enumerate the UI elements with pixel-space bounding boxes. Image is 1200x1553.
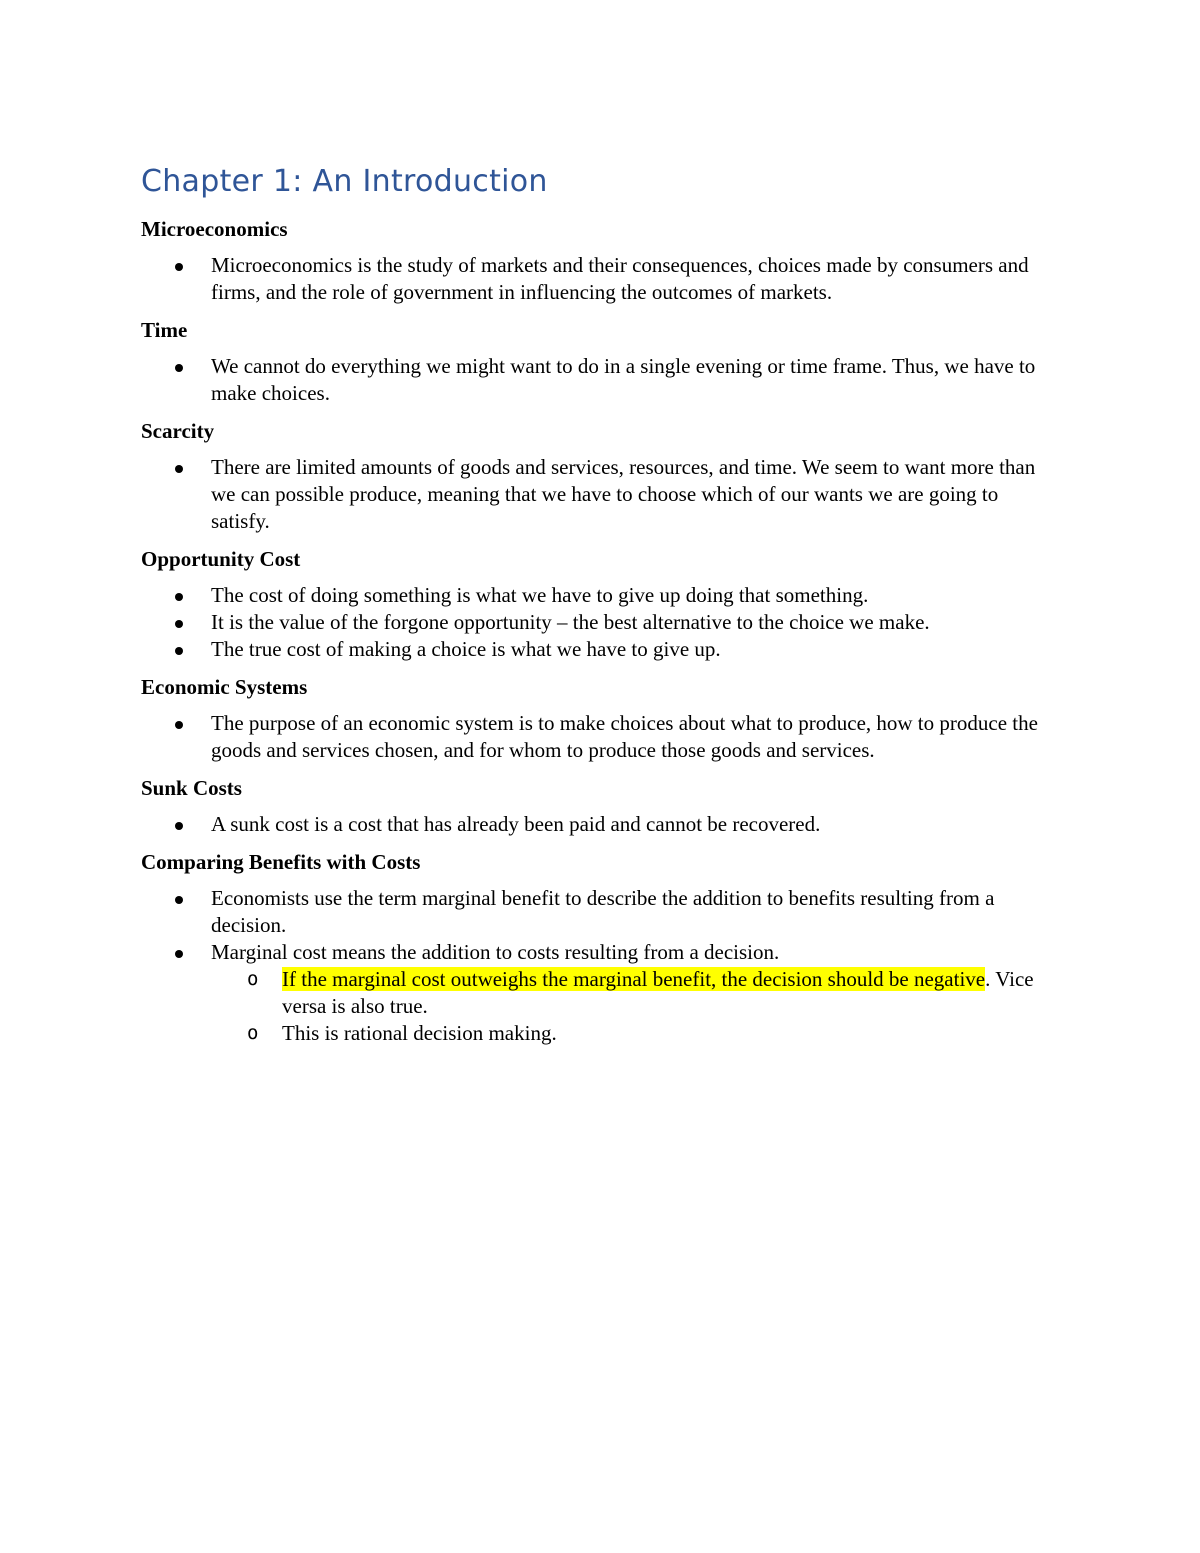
sub-bullet-list — [211, 966, 1061, 1047]
bullet-dot-icon — [175, 593, 183, 601]
bullet-list-economic-systems — [141, 710, 1061, 764]
bullet-list-opportunity-cost — [141, 582, 1061, 663]
sub-list-item — [211, 966, 1061, 1020]
list-item-text: Economists use the term marginal benefit to describe the addition to benefits resulting from a decision. — [211, 886, 995, 937]
section-heading-time: Time — [141, 318, 188, 342]
bullet-dot-icon — [175, 465, 183, 473]
section-heading-sunk-costs: Sunk Costs — [141, 776, 242, 800]
section-heading-comparing-benefits: Comparing Benefits with Costs — [141, 850, 421, 874]
bullet-list-comparing-benefits — [141, 885, 1061, 1047]
list-item — [141, 353, 1061, 407]
bullet-list-microeconomics — [141, 252, 1061, 306]
list-item — [141, 811, 1061, 838]
sub-list-item-text: This is rational decision making. — [282, 1021, 557, 1045]
list-item-text: The purpose of an economic system is to make choices about what to produce, how to produce the goods and services chosen, and for whom to produce those goods and services. — [211, 711, 1038, 762]
list-item — [141, 710, 1061, 764]
bullet-dot-icon — [175, 620, 183, 628]
bullet-dot-icon — [175, 647, 183, 655]
list-item-text: It is the value of the forgone opportunity – the best alternative to the choice we make. — [211, 610, 930, 634]
highlighted-text: If the marginal cost outweighs the marginal benefit, the decision should be negative — [282, 967, 986, 991]
list-item — [141, 609, 1061, 636]
hollow-bullet-icon: o — [247, 968, 259, 990]
list-item — [141, 636, 1061, 663]
bullet-dot-icon — [175, 896, 183, 904]
bullet-list-scarcity — [141, 454, 1061, 535]
bullet-dot-icon — [175, 364, 183, 372]
list-item — [141, 582, 1061, 609]
bullet-list-time — [141, 353, 1061, 407]
section-heading-economic-systems: Economic Systems — [141, 675, 308, 699]
bullet-dot-icon — [175, 721, 183, 729]
section-heading-opportunity-cost: Opportunity Cost — [141, 547, 301, 571]
document-page — [141, 160, 1061, 1058]
list-item-text: Microeconomics is the study of markets and their consequences, choices made by consumers and firms, and the role of government in influencing the outcomes of markets. — [211, 253, 1029, 304]
list-item — [141, 252, 1061, 306]
list-item-text: There are limited amounts of goods and services, resources, and time. We seem to want more than we can possible produce, meaning that we have to choose which of our wants we are going to satisfy. — [211, 455, 1036, 533]
list-item-text: The true cost of making a choice is what we have to give up. — [211, 637, 721, 661]
section-heading-scarcity: Scarcity — [141, 419, 215, 443]
bullet-dot-icon — [175, 822, 183, 830]
list-item — [141, 454, 1061, 535]
list-item — [141, 885, 1061, 939]
bullet-list-sunk-costs — [141, 811, 1061, 838]
sub-list-item-text: . Vice versa is also true. — [282, 967, 1034, 1018]
list-item-text: Marginal cost means the addition to costs resulting from a decision. — [211, 940, 780, 964]
hollow-bullet-icon: o — [247, 1022, 259, 1044]
list-item — [141, 939, 1061, 1047]
list-item-text: We cannot do everything we might want to do in a single evening or time frame. Thus, we have to make choices. — [211, 354, 1036, 405]
section-heading-microeconomics: Microeconomics — [141, 217, 288, 241]
bullet-dot-icon — [175, 950, 183, 958]
list-item-text: The cost of doing something is what we have to give up doing that something. — [211, 583, 869, 607]
list-item-text: A sunk cost is a cost that has already been paid and cannot be recovered. — [211, 812, 821, 836]
sub-list-item — [211, 1020, 1061, 1047]
page-title: Chapter 1: An Introduction — [141, 164, 548, 199]
bullet-dot-icon — [175, 263, 183, 271]
